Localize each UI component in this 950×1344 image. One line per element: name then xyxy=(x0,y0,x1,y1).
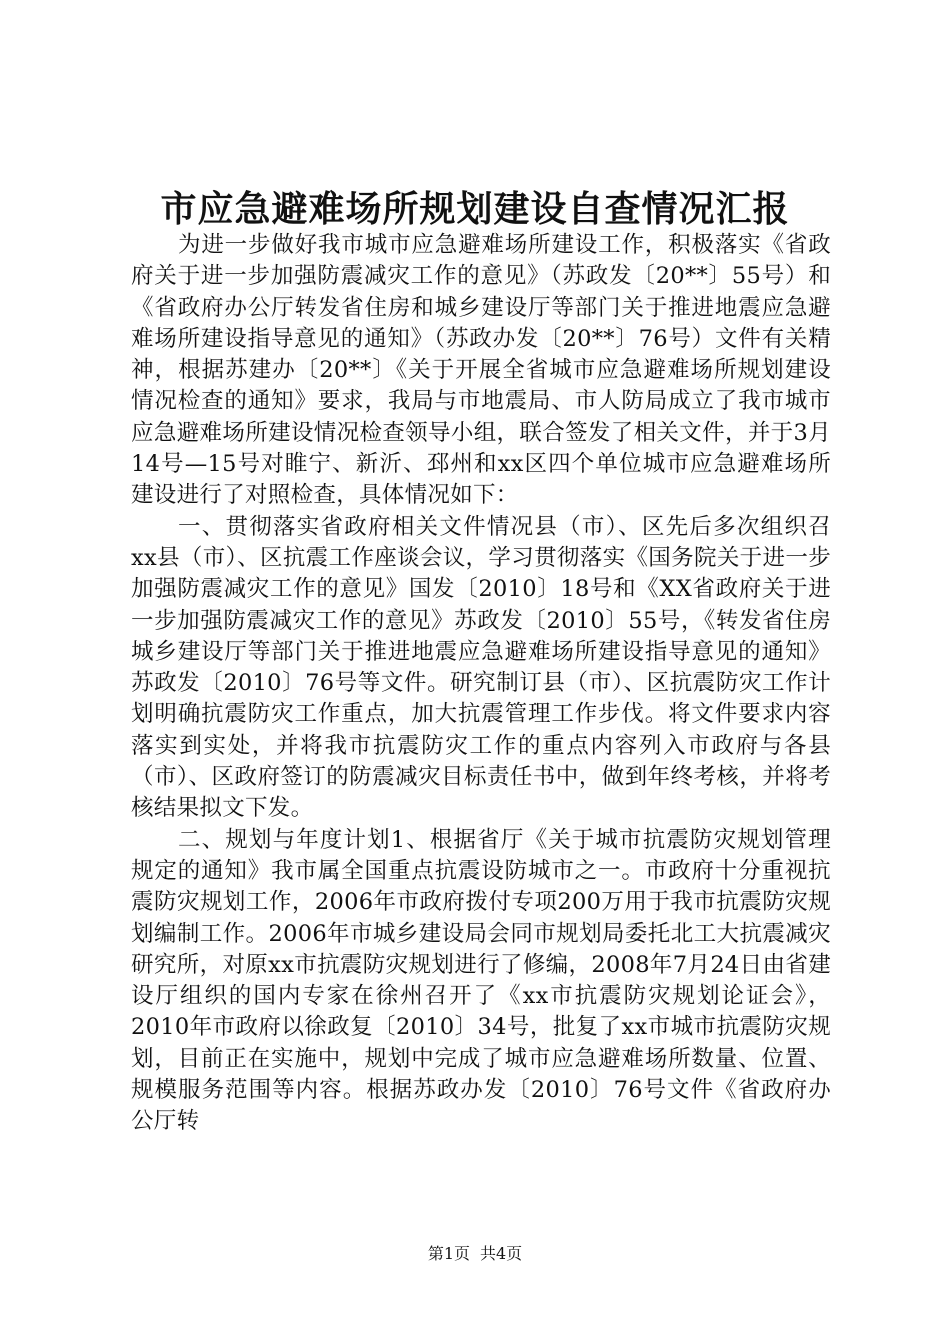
paragraph-intro: 为进一步做好我市城市应急避难场所建设工作，积极落实《省政府关于进一步加强防震减灾工作的意见》（苏政发〔20**〕55号）和《省政府办公厅转发省住房和城乡建设厅等部门关于推进地震应急避难场所建设指导意见的通知》（苏政办发〔20**〕76号）文件有关精神，根据苏建办〔20**〕《关于开展全省城市应急避难场所规划建设情况检查的通知》要求，我局与市地震局、市人防局成立了我市城市应急避难场所建设情况检查领导小组，联合签发了相关文件，并于3月14号—15号对睢宁、新沂、邳州和xx区四个单位城市应急避难场所建设进行了对照检查，具体情况如下： xyxy=(131,232,831,509)
page-footer xyxy=(0,1242,950,1266)
page-number: 第1页 xyxy=(427,1244,470,1263)
page-total: 共4页 xyxy=(480,1244,523,1263)
document-title: 市应急避难场所规划建设自查情况汇报 xyxy=(160,188,790,230)
paragraph-section-2: 二、规划与年度计划1、根据省厅《关于城市抗震防灾规划管理规定的通知》我市属全国重点抗震设防城市之一。市政府十分重视抗震防灾规划工作，2006年市政府拨付专项200万用于我市抗震防灾规划编制工作。2006年市城乡建设局会同市规划局委托北工大抗震减灾研究所，对原xx市抗震防灾规划进行了修编，2008年7月24日由省建设厅组织的国内专家在徐州召开了《xx市抗震防灾规划论证会》，2010年市政府以徐政复〔2010〕34号，批复了xx市城市抗震防灾规划，目前正在实施中，规划中完成了城市应急避难场所数量、位置、规模服务范围等内容。根据苏政办发〔2010〕76号文件《省政府办公厅转 xyxy=(131,826,831,1135)
document-body xyxy=(131,230,831,1138)
paragraph-section-1: 一、贯彻落实省政府相关文件情况县（市）、区先后多次组织召xx县（市）、区抗震工作座谈会议，学习贯彻落实《国务院关于进一步加强防震减灾工作的意见》国发〔2010〕18号和《XX省政府关于进一步加强防震减灾工作的意见》苏政发〔2010〕55号，《转发省住房城乡建设厅等部门关于推进地震应急避难场所建设指导意见的通知》苏政发〔2010〕76号等文件。研究制订县（市）、区抗震防灾工作计划明确抗震防灾工作重点，加大抗震管理工作步伐。将文件要求内容落实到实处，并将我市抗震防灾工作的重点内容列入市政府与各县（市）、区政府签订的防震减灾目标责任书中，做到年终考核，并将考核结果拟文下发。 xyxy=(131,513,831,822)
